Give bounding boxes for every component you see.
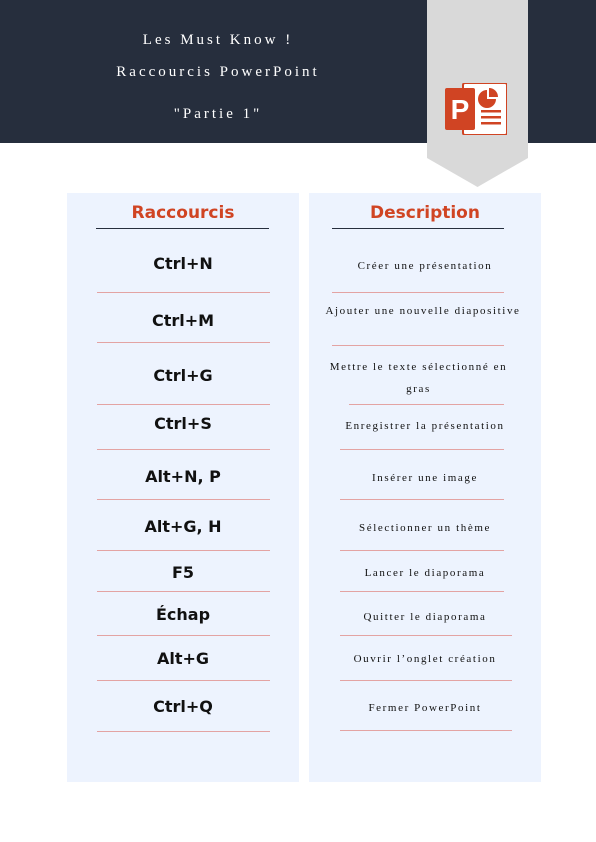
shortcut-key: Ctrl+M xyxy=(151,311,215,330)
row-divider xyxy=(97,292,270,293)
shortcuts-panel xyxy=(67,193,299,782)
shortcut-key: Alt+N, P xyxy=(145,467,221,486)
shortcut-key: F5 xyxy=(171,563,195,582)
row-divider xyxy=(97,731,270,732)
row-divider xyxy=(332,292,504,293)
row-divider xyxy=(340,635,512,636)
header-title: Les Must Know ! xyxy=(142,32,294,48)
descriptions-title-rule xyxy=(332,228,504,229)
row-divider xyxy=(97,591,270,592)
svg-text:P: P xyxy=(450,94,470,125)
row-divider xyxy=(97,449,270,450)
row-divider xyxy=(97,550,270,551)
shortcut-key: Ctrl+N xyxy=(153,254,213,273)
shortcuts-column-title: Raccourcis xyxy=(131,203,235,223)
row-divider xyxy=(97,680,270,681)
row-divider xyxy=(349,404,504,405)
shortcut-key: Alt+G, H xyxy=(144,517,222,536)
row-divider xyxy=(340,730,512,731)
shortcut-description: Ajouter une nouvelle diapositive xyxy=(325,305,521,317)
shortcut-description: Insérer une image xyxy=(372,472,478,484)
row-divider xyxy=(340,591,504,592)
shortcut-key: Ctrl+G xyxy=(153,366,213,385)
shortcut-description: Enregistrer la présentation xyxy=(345,420,505,432)
shortcut-description: Ouvrir l’onglet création xyxy=(353,653,497,665)
shortcut-key: Ctrl+Q xyxy=(153,697,213,716)
shortcut-description: Mettre le texte sélectionné en gras xyxy=(329,361,508,395)
powerpoint-logo-icon xyxy=(445,83,507,135)
shortcut-description: Sélectionner un thème xyxy=(359,522,491,534)
shortcut-description: Lancer le diaporama xyxy=(364,567,486,579)
row-divider xyxy=(340,550,504,551)
shortcut-description: Créer une présentation xyxy=(357,260,493,272)
shortcut-key: Alt+G xyxy=(156,649,210,668)
shortcut-description: Fermer PowerPoint xyxy=(368,702,482,714)
header-subtitle: Raccourcis PowerPoint xyxy=(116,64,320,80)
row-divider xyxy=(97,342,270,343)
header-part: "Partie 1" xyxy=(173,106,263,122)
descriptions-column-title: Description xyxy=(370,203,480,223)
row-divider xyxy=(332,345,504,346)
shortcuts-title-rule xyxy=(96,228,269,229)
row-divider xyxy=(340,499,504,500)
row-divider xyxy=(97,635,270,636)
row-divider xyxy=(97,499,270,500)
shortcut-key: Échap xyxy=(155,605,211,624)
shortcut-key: Ctrl+S xyxy=(154,414,212,433)
shortcut-description: Quitter le diaporama xyxy=(363,611,487,623)
row-divider xyxy=(340,449,504,450)
row-divider xyxy=(97,404,270,405)
row-divider xyxy=(340,680,512,681)
